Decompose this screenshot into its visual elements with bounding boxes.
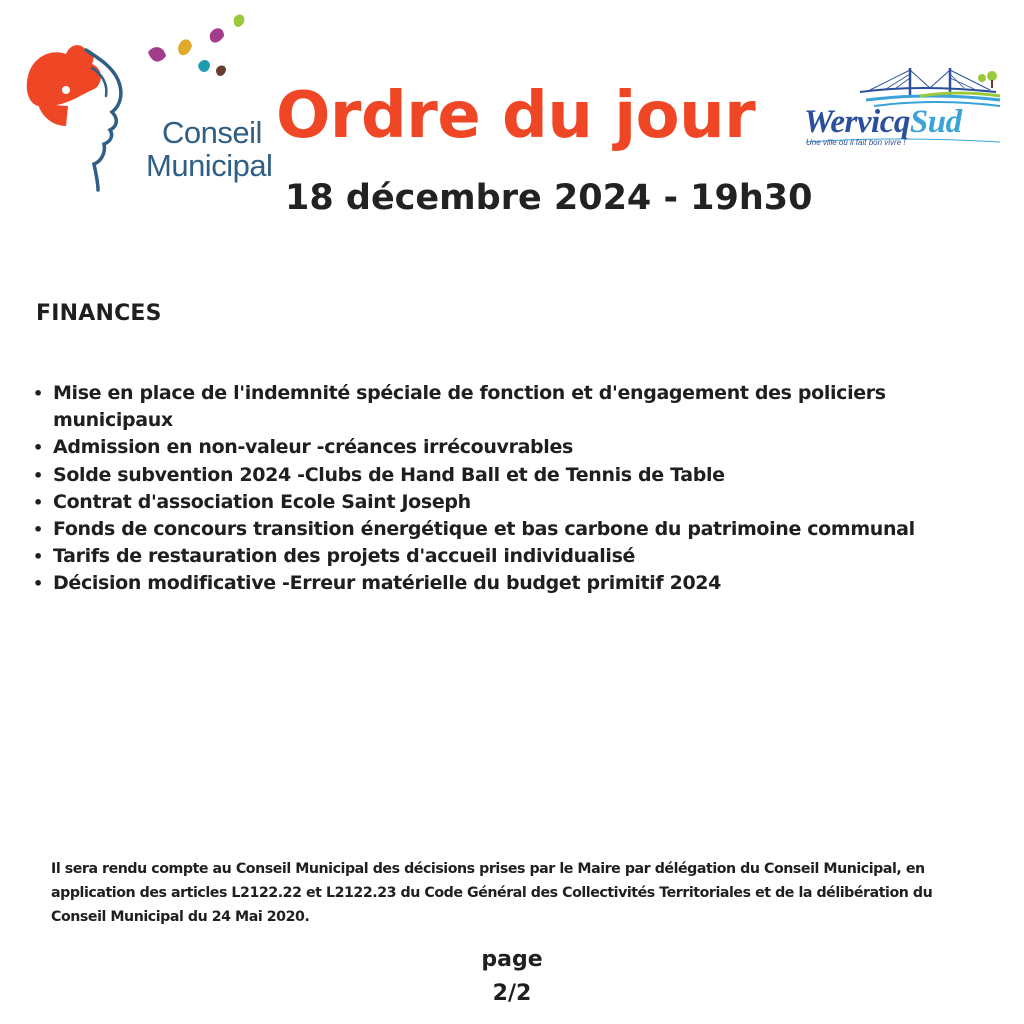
meeting-date-time: 18 décembre 2024 - 19h30	[285, 178, 813, 218]
logo-name-part1: Wervicq	[804, 104, 910, 140]
agenda-item	[30, 489, 990, 516]
delegation-footnote: Il sera rendu compte au Conseil Municipal des décisions prises par le Maire par délégation du Conseil Municipal, en application des articles L2122.22 et L2122.23 du Code Général des Collectivités Territoriales et de la délibération du Conseil Municipal du 24 Mai 2020.	[51, 861, 933, 925]
agenda-item-text: Décision modificative -Erreur matérielle du budget primitif 2024	[53, 572, 722, 595]
bullet-icon: •	[33, 465, 43, 485]
agenda-item	[30, 380, 990, 434]
page-title: Ordre du jour	[276, 79, 756, 153]
agenda-item	[30, 543, 990, 570]
bullet-icon: •	[33, 492, 43, 512]
bullet-icon: •	[33, 438, 43, 458]
agenda-item-text: Contrat d'association Ecole Saint Joseph	[53, 490, 471, 513]
wervicq-sud-tagline: Une ville où il fait bon vivre !	[806, 138, 906, 147]
logo-conseil-line2: Municipal	[146, 148, 273, 183]
conseil-municipal-logo-text	[146, 116, 272, 182]
agenda-item-text: Solde subvention 2024 -Clubs de Hand Ball et de Tennis de Table	[53, 463, 725, 486]
page-word: page	[481, 947, 543, 972]
page-count: 2/2	[492, 981, 532, 1006]
agenda-item	[30, 570, 990, 597]
agenda-item	[30, 434, 990, 461]
section-heading: FINANCES	[36, 301, 162, 326]
agenda-item	[30, 516, 990, 543]
wervicq-sud-name	[804, 102, 962, 142]
logo-name-part2: Sud	[909, 104, 962, 140]
agenda-item	[30, 462, 990, 489]
bullet-icon: •	[33, 520, 43, 540]
agenda-item-text: Admission en non-valeur -créances irrécouvrables	[53, 436, 573, 459]
logo-conseil-line1: Conseil	[162, 115, 262, 150]
bullet-icon: •	[33, 547, 43, 567]
bullet-icon: •	[33, 384, 43, 403]
agenda-item-text: Mise en place de l'indemnité spéciale de fonction et d'engagement des policiers municipaux	[53, 382, 886, 432]
agenda-item-text: Fonds de concours transition énergétique et bas carbone du patrimoine communal	[53, 518, 915, 541]
wervicq-sud-logo	[800, 62, 1006, 162]
bullet-icon: •	[33, 574, 43, 594]
agenda-item-text: Tarifs de restauration des projets d'accueil individualisé	[53, 545, 636, 568]
agenda-list	[30, 380, 990, 598]
conseil-municipal-logo	[20, 8, 273, 203]
page-number	[0, 943, 1024, 1011]
